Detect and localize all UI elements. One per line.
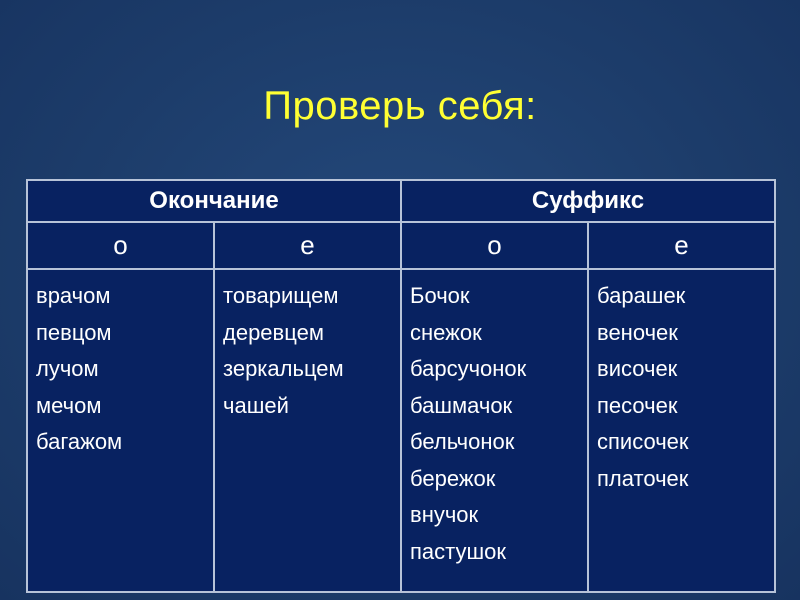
suffix-o-word-list: [410, 278, 587, 570]
spelling-table: [26, 179, 776, 593]
letter-header-suffix-e: е: [588, 222, 775, 269]
word-item: височек: [597, 356, 678, 381]
word-item: барсучонок: [410, 356, 527, 381]
word-item: багажом: [36, 429, 123, 454]
word-item: лучом: [36, 356, 99, 381]
word-item: Бочок: [410, 283, 470, 308]
word-item: барашек: [597, 283, 686, 308]
word-item: платочек: [597, 465, 689, 491]
word-item: бельчонок: [410, 429, 515, 454]
ending-o-cell: [27, 269, 214, 592]
word-item: внучок: [410, 502, 479, 527]
ending-e-cell: [214, 269, 401, 592]
word-item: пастушок: [410, 538, 506, 564]
word-item: деревцем: [223, 319, 324, 345]
word-item: веночек: [597, 319, 678, 345]
word-item: мечом: [36, 392, 102, 418]
word-item: врачом: [36, 283, 111, 308]
ending-o-word-list: [36, 278, 213, 461]
letter-header-ending-e: е: [214, 222, 401, 269]
letter-header-row: [27, 222, 775, 269]
group-header-ending: Окончание: [27, 180, 401, 222]
ending-e-word-list: [223, 278, 400, 424]
word-item: певцом: [36, 319, 112, 345]
word-item: башмачок: [410, 392, 513, 418]
word-item: списочек: [597, 429, 689, 454]
word-item: зеркальцем: [223, 356, 344, 381]
group-header-row: [27, 180, 775, 222]
suffix-e-word-list: [597, 278, 774, 497]
letter-header-suffix-o: о: [401, 222, 588, 269]
suffix-e-cell: [588, 269, 775, 592]
letter-header-ending-o: о: [27, 222, 214, 269]
word-item: товарищем: [223, 283, 339, 308]
slide-title: Проверь себя:: [263, 84, 537, 128]
group-header-suffix: Суффикс: [401, 180, 775, 222]
word-item: чашей: [223, 392, 289, 418]
words-row: [27, 269, 775, 592]
word-item: снежок: [410, 319, 482, 345]
suffix-o-cell: [401, 269, 588, 592]
word-item: песочек: [597, 392, 678, 418]
word-item: бережок: [410, 465, 496, 491]
